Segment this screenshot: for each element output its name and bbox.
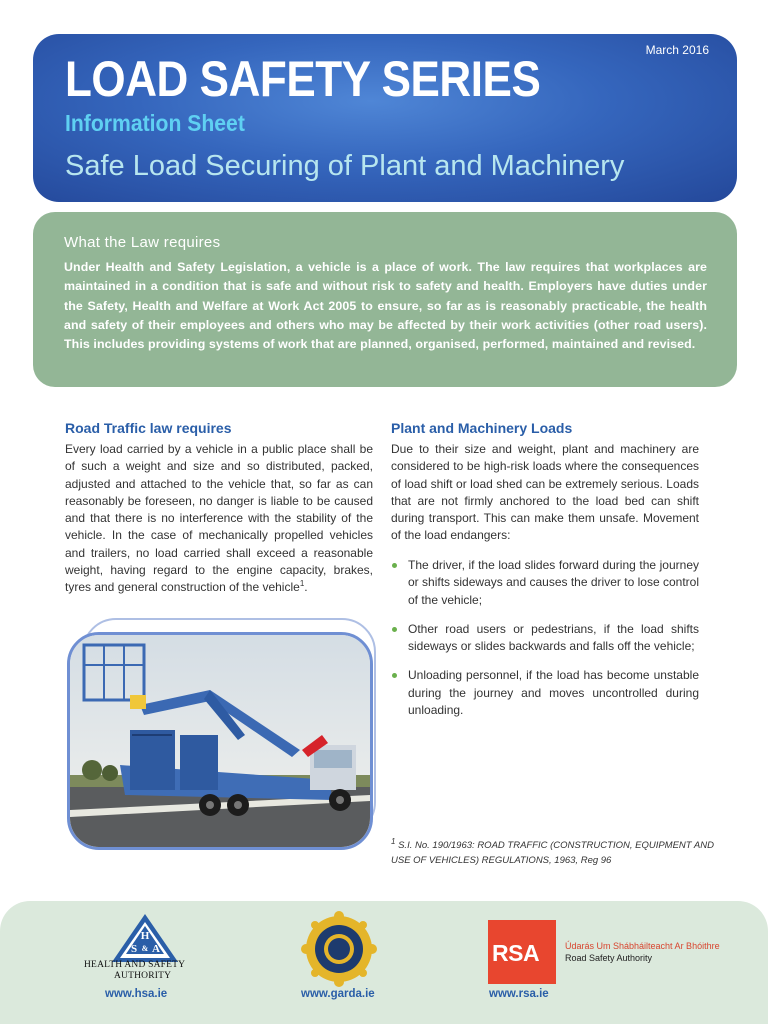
info-sheet-label: Information Sheet [65, 110, 245, 136]
endangered-list [391, 557, 699, 731]
road-traffic-title: Road Traffic law requires [65, 420, 232, 436]
list-item: The driver, if the load slides forward during the journey or shifts sideways and causes the driver to lose control of the vehicle; [391, 557, 699, 609]
footnote-reference: 1 [299, 579, 305, 589]
document-subtitle: Safe Load Securing of Plant and Machinery [65, 150, 625, 182]
rsa-english-name: Road Safety Authority [565, 953, 653, 963]
svg-text:H: H [140, 930, 150, 942]
road-traffic-text: Every load carried by a vehicle in a public place shall be of such a weight and size and so distributed, packed, adjusted and attached to the vehicle that, so far as can reasonably be foreseen, no danger is liable to be caused and that there is no interference with the stability of the vehicle. In the case of mechanically propelled vehicles and trailers, no load carried shall exceed a reasonable weight, having regard to the engine capacity, brakes, tyres and general construction of the vehicle$^1$. [65, 442, 373, 595]
garda-crest-icon [300, 910, 378, 988]
garda-url-link[interactable]: www.garda.ie [301, 988, 375, 1000]
bullet-icon [392, 627, 397, 632]
hsa-logo-icon [112, 914, 178, 962]
list-item: Other road users or pedestrians, if the load shifts sideways or slides backwards and falls off the vehicle; [391, 621, 699, 656]
bullet-icon [392, 673, 397, 678]
rsa-logo [488, 920, 556, 984]
truck-with-lift-image [70, 635, 370, 847]
bullet-icon [392, 563, 397, 568]
svg-text:S: S [130, 943, 138, 955]
header-banner [33, 34, 737, 202]
rsa-logo-text: RSA [492, 940, 540, 966]
list-item: Unloading personnel, if the load has become unstable during the journey and moves uncontrolled during unloading. [391, 667, 699, 719]
publication-date: March 2016 [645, 43, 709, 57]
rsa-irish-name: Údarás Um Shábháilteacht Ar Bhóithre [565, 941, 720, 951]
hsa-logo-line1: HEALTH AND SAFETY [84, 960, 186, 970]
law-requirements-box [33, 212, 737, 387]
hsa-logo-line2: AUTHORITY [114, 971, 172, 981]
law-title: What the Law requires [64, 234, 221, 251]
plant-machinery-text: Due to their size and weight, plant and machinery are considered to be high-risk loads where the consequences of load shift or load shed can be extremely serious. Loads that are not firmly anchored to the load bed can shift during transport. This can make them unsafe. Movement of the load endangers: [391, 442, 699, 543]
plant-machinery-title: Plant and Machinery Loads [391, 420, 573, 436]
truck-photo [67, 632, 373, 850]
law-text: Under Health and Safety Legislation, a vehicle is a place of work. The law requires that workplaces are maintained in a condition that is safe and without risk to safety and health. Employers have duties under the Safety, Health and Welfare at Work Act 2005 to ensure, so far as is reasonably practicable, the health and safety of their employees and others who may be affected by their work activities (other road users). This includes providing systems of work that are planned, organised, performed, maintained and revised. [64, 260, 707, 352]
rsa-url-link[interactable]: www.rsa.ie [489, 988, 549, 1000]
hsa-url-link[interactable]: www.hsa.ie [105, 988, 168, 1000]
svg-text:A: A [152, 943, 160, 955]
svg-text:&: & [141, 944, 149, 953]
series-title: LOAD SAFETY SERIES [65, 51, 541, 107]
footnote: $^1$ S.I. No. 190/1963: ROAD TRAFFIC (CONSTRUCTION, EQUIPMENT AND USE OF VEHICLES) REGULATIONS, 1963, Reg 96 [391, 836, 714, 866]
